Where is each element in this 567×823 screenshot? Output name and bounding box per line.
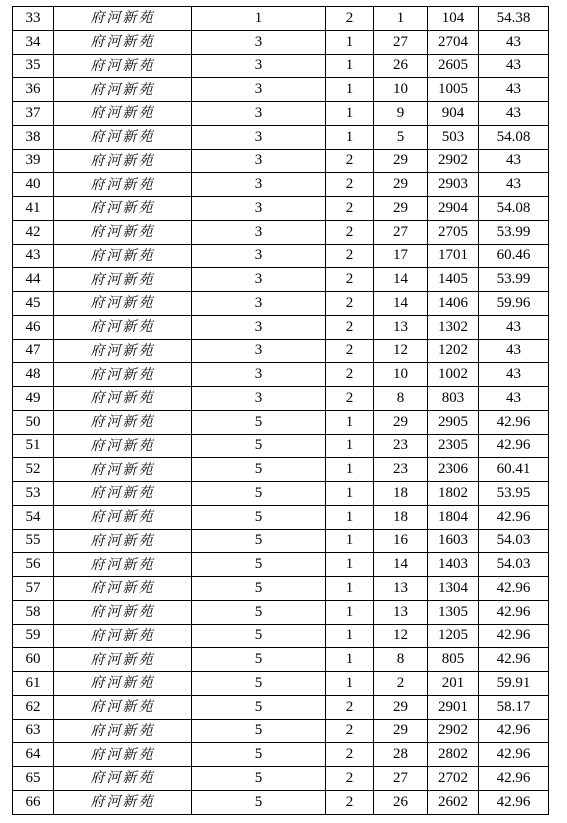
table-row (13, 482, 549, 506)
floor-cell: 27 (374, 767, 428, 791)
area-cell: 59.91 (479, 672, 549, 696)
row-number-cell: 46 (13, 315, 54, 339)
room-number-cell: 803 (428, 387, 479, 411)
area-cell: 43 (479, 173, 549, 197)
floor-cell: 29 (374, 149, 428, 173)
table-row (13, 458, 549, 482)
table-row (13, 268, 549, 292)
area-cell: 43 (479, 387, 549, 411)
table-row (13, 743, 549, 767)
community-name-cell: 府河新苑 (54, 54, 192, 78)
floor-cell: 27 (374, 220, 428, 244)
room-number-cell: 2902 (428, 719, 479, 743)
unit-cell: 2 (326, 7, 374, 31)
community-name-cell: 府河新苑 (54, 315, 192, 339)
table-row (13, 553, 549, 577)
community-name-cell: 府河新苑 (54, 173, 192, 197)
area-cell: 60.46 (479, 244, 549, 268)
row-number-cell: 59 (13, 624, 54, 648)
table-row (13, 315, 549, 339)
table-row (13, 220, 549, 244)
table-row (13, 600, 549, 624)
row-number-cell: 42 (13, 220, 54, 244)
unit-cell: 1 (326, 434, 374, 458)
floor-cell: 9 (374, 102, 428, 126)
floor-cell: 26 (374, 54, 428, 78)
floor-cell: 5 (374, 125, 428, 149)
building-cell: 3 (192, 244, 326, 268)
unit-cell: 1 (326, 102, 374, 126)
table-row (13, 672, 549, 696)
room-number-cell: 1406 (428, 292, 479, 316)
row-number-cell: 50 (13, 410, 54, 434)
room-number-cell: 2802 (428, 743, 479, 767)
row-number-cell: 57 (13, 577, 54, 601)
housing-list-table (12, 6, 549, 815)
room-number-cell: 2602 (428, 790, 479, 814)
building-cell: 3 (192, 30, 326, 54)
building-cell: 5 (192, 434, 326, 458)
row-number-cell: 39 (13, 149, 54, 173)
area-cell: 43 (479, 363, 549, 387)
table-body (13, 7, 549, 815)
building-cell: 3 (192, 102, 326, 126)
room-number-cell: 2905 (428, 410, 479, 434)
room-number-cell: 1802 (428, 482, 479, 506)
table-row (13, 387, 549, 411)
building-cell: 5 (192, 553, 326, 577)
community-name-cell: 府河新苑 (54, 149, 192, 173)
building-cell: 5 (192, 719, 326, 743)
community-name-cell: 府河新苑 (54, 30, 192, 54)
row-number-cell: 51 (13, 434, 54, 458)
floor-cell: 26 (374, 790, 428, 814)
row-number-cell: 58 (13, 600, 54, 624)
community-name-cell: 府河新苑 (54, 553, 192, 577)
community-name-cell: 府河新苑 (54, 363, 192, 387)
community-name-cell: 府河新苑 (54, 624, 192, 648)
table-row (13, 505, 549, 529)
community-name-cell: 府河新苑 (54, 695, 192, 719)
row-number-cell: 66 (13, 790, 54, 814)
building-cell: 5 (192, 648, 326, 672)
room-number-cell: 1403 (428, 553, 479, 577)
floor-cell: 14 (374, 268, 428, 292)
floor-cell: 29 (374, 695, 428, 719)
building-cell: 3 (192, 54, 326, 78)
floor-cell: 29 (374, 410, 428, 434)
area-cell: 42.96 (479, 410, 549, 434)
floor-cell: 8 (374, 387, 428, 411)
building-cell: 3 (192, 292, 326, 316)
row-number-cell: 40 (13, 173, 54, 197)
room-number-cell: 1305 (428, 600, 479, 624)
building-cell: 3 (192, 78, 326, 102)
building-cell: 3 (192, 149, 326, 173)
building-cell: 3 (192, 125, 326, 149)
community-name-cell: 府河新苑 (54, 767, 192, 791)
table-row (13, 624, 549, 648)
row-number-cell: 63 (13, 719, 54, 743)
area-cell: 54.38 (479, 7, 549, 31)
area-cell: 42.96 (479, 767, 549, 791)
row-number-cell: 53 (13, 482, 54, 506)
community-name-cell: 府河新苑 (54, 743, 192, 767)
area-cell: 43 (479, 149, 549, 173)
unit-cell: 2 (326, 719, 374, 743)
row-number-cell: 44 (13, 268, 54, 292)
room-number-cell: 1202 (428, 339, 479, 363)
table-row (13, 7, 549, 31)
table-row (13, 648, 549, 672)
community-name-cell: 府河新苑 (54, 244, 192, 268)
area-cell: 42.96 (479, 648, 549, 672)
room-number-cell: 201 (428, 672, 479, 696)
area-cell: 58.17 (479, 695, 549, 719)
building-cell: 5 (192, 410, 326, 434)
row-number-cell: 65 (13, 767, 54, 791)
room-number-cell: 2902 (428, 149, 479, 173)
area-cell: 53.99 (479, 268, 549, 292)
building-cell: 3 (192, 315, 326, 339)
building-cell: 5 (192, 600, 326, 624)
building-cell: 3 (192, 339, 326, 363)
row-number-cell: 43 (13, 244, 54, 268)
community-name-cell: 府河新苑 (54, 648, 192, 672)
row-number-cell: 45 (13, 292, 54, 316)
area-cell: 60.41 (479, 458, 549, 482)
table-row (13, 149, 549, 173)
row-number-cell: 37 (13, 102, 54, 126)
room-number-cell: 2605 (428, 54, 479, 78)
unit-cell: 1 (326, 30, 374, 54)
row-number-cell: 64 (13, 743, 54, 767)
building-cell: 5 (192, 767, 326, 791)
area-cell: 54.03 (479, 529, 549, 553)
room-number-cell: 1304 (428, 577, 479, 601)
floor-cell: 13 (374, 577, 428, 601)
room-number-cell: 1405 (428, 268, 479, 292)
room-number-cell: 1002 (428, 363, 479, 387)
unit-cell: 1 (326, 672, 374, 696)
building-cell: 5 (192, 743, 326, 767)
community-name-cell: 府河新苑 (54, 7, 192, 31)
row-number-cell: 60 (13, 648, 54, 672)
unit-cell: 2 (326, 363, 374, 387)
room-number-cell: 1205 (428, 624, 479, 648)
building-cell: 5 (192, 577, 326, 601)
room-number-cell: 1701 (428, 244, 479, 268)
community-name-cell: 府河新苑 (54, 482, 192, 506)
unit-cell: 2 (326, 149, 374, 173)
community-name-cell: 府河新苑 (54, 387, 192, 411)
room-number-cell: 104 (428, 7, 479, 31)
unit-cell: 1 (326, 410, 374, 434)
row-number-cell: 56 (13, 553, 54, 577)
floor-cell: 29 (374, 173, 428, 197)
table-row (13, 244, 549, 268)
unit-cell: 2 (326, 315, 374, 339)
building-cell: 5 (192, 790, 326, 814)
unit-cell: 1 (326, 553, 374, 577)
unit-cell: 2 (326, 244, 374, 268)
community-name-cell: 府河新苑 (54, 458, 192, 482)
unit-cell: 1 (326, 505, 374, 529)
building-cell: 5 (192, 482, 326, 506)
unit-cell: 2 (326, 268, 374, 292)
building-cell: 5 (192, 624, 326, 648)
building-cell: 5 (192, 529, 326, 553)
area-cell: 43 (479, 339, 549, 363)
area-cell: 54.03 (479, 553, 549, 577)
building-cell: 1 (192, 7, 326, 31)
table-row (13, 577, 549, 601)
unit-cell: 2 (326, 387, 374, 411)
unit-cell: 1 (326, 54, 374, 78)
table-row (13, 363, 549, 387)
table-row (13, 125, 549, 149)
row-number-cell: 41 (13, 197, 54, 221)
building-cell: 3 (192, 387, 326, 411)
floor-cell: 10 (374, 363, 428, 387)
area-cell: 43 (479, 54, 549, 78)
unit-cell: 2 (326, 790, 374, 814)
unit-cell: 1 (326, 125, 374, 149)
community-name-cell: 府河新苑 (54, 410, 192, 434)
unit-cell: 1 (326, 482, 374, 506)
building-cell: 3 (192, 197, 326, 221)
area-cell: 42.96 (479, 790, 549, 814)
table-row (13, 102, 549, 126)
unit-cell: 2 (326, 743, 374, 767)
table-row (13, 529, 549, 553)
table-row (13, 719, 549, 743)
unit-cell: 2 (326, 220, 374, 244)
community-name-cell: 府河新苑 (54, 102, 192, 126)
area-cell: 43 (479, 30, 549, 54)
floor-cell: 16 (374, 529, 428, 553)
row-number-cell: 49 (13, 387, 54, 411)
room-number-cell: 805 (428, 648, 479, 672)
area-cell: 42.96 (479, 719, 549, 743)
room-number-cell: 1603 (428, 529, 479, 553)
row-number-cell: 54 (13, 505, 54, 529)
row-number-cell: 55 (13, 529, 54, 553)
floor-cell: 12 (374, 624, 428, 648)
table-row (13, 292, 549, 316)
area-cell: 42.96 (479, 624, 549, 648)
building-cell: 5 (192, 672, 326, 696)
community-name-cell: 府河新苑 (54, 268, 192, 292)
area-cell: 42.96 (479, 577, 549, 601)
table-row (13, 767, 549, 791)
floor-cell: 14 (374, 553, 428, 577)
area-cell: 53.95 (479, 482, 549, 506)
unit-cell: 2 (326, 197, 374, 221)
table-row (13, 434, 549, 458)
row-number-cell: 61 (13, 672, 54, 696)
area-cell: 43 (479, 102, 549, 126)
room-number-cell: 2704 (428, 30, 479, 54)
floor-cell: 1 (374, 7, 428, 31)
room-number-cell: 2305 (428, 434, 479, 458)
unit-cell: 1 (326, 648, 374, 672)
room-number-cell: 2306 (428, 458, 479, 482)
table-row (13, 790, 549, 814)
row-number-cell: 38 (13, 125, 54, 149)
community-name-cell: 府河新苑 (54, 339, 192, 363)
building-cell: 5 (192, 458, 326, 482)
floor-cell: 12 (374, 339, 428, 363)
area-cell: 42.96 (479, 743, 549, 767)
building-cell: 3 (192, 220, 326, 244)
room-number-cell: 1005 (428, 78, 479, 102)
floor-cell: 17 (374, 244, 428, 268)
community-name-cell: 府河新苑 (54, 292, 192, 316)
unit-cell: 1 (326, 600, 374, 624)
community-name-cell: 府河新苑 (54, 577, 192, 601)
floor-cell: 28 (374, 743, 428, 767)
unit-cell: 1 (326, 458, 374, 482)
floor-cell: 2 (374, 672, 428, 696)
room-number-cell: 2903 (428, 173, 479, 197)
community-name-cell: 府河新苑 (54, 220, 192, 244)
community-name-cell: 府河新苑 (54, 600, 192, 624)
community-name-cell: 府河新苑 (54, 529, 192, 553)
unit-cell: 1 (326, 577, 374, 601)
table-row (13, 173, 549, 197)
unit-cell: 1 (326, 529, 374, 553)
row-number-cell: 35 (13, 54, 54, 78)
row-number-cell: 52 (13, 458, 54, 482)
community-name-cell: 府河新苑 (54, 125, 192, 149)
floor-cell: 23 (374, 434, 428, 458)
area-cell: 54.08 (479, 197, 549, 221)
row-number-cell: 33 (13, 7, 54, 31)
area-cell: 43 (479, 78, 549, 102)
area-cell: 59.96 (479, 292, 549, 316)
floor-cell: 18 (374, 482, 428, 506)
room-number-cell: 1302 (428, 315, 479, 339)
area-cell: 53.99 (479, 220, 549, 244)
row-number-cell: 34 (13, 30, 54, 54)
table-row (13, 410, 549, 434)
floor-cell: 27 (374, 30, 428, 54)
table-row (13, 695, 549, 719)
table-row (13, 30, 549, 54)
table-row (13, 78, 549, 102)
community-name-cell: 府河新苑 (54, 197, 192, 221)
room-number-cell: 1804 (428, 505, 479, 529)
room-number-cell: 904 (428, 102, 479, 126)
room-number-cell: 2705 (428, 220, 479, 244)
building-cell: 3 (192, 268, 326, 292)
room-number-cell: 2904 (428, 197, 479, 221)
floor-cell: 13 (374, 600, 428, 624)
row-number-cell: 48 (13, 363, 54, 387)
room-number-cell: 503 (428, 125, 479, 149)
community-name-cell: 府河新苑 (54, 434, 192, 458)
community-name-cell: 府河新苑 (54, 505, 192, 529)
unit-cell: 1 (326, 78, 374, 102)
room-number-cell: 2702 (428, 767, 479, 791)
floor-cell: 14 (374, 292, 428, 316)
building-cell: 3 (192, 173, 326, 197)
area-cell: 42.96 (479, 505, 549, 529)
area-cell: 54.08 (479, 125, 549, 149)
building-cell: 5 (192, 695, 326, 719)
floor-cell: 8 (374, 648, 428, 672)
unit-cell: 2 (326, 173, 374, 197)
area-cell: 43 (479, 315, 549, 339)
floor-cell: 23 (374, 458, 428, 482)
table-row (13, 197, 549, 221)
floor-cell: 29 (374, 719, 428, 743)
building-cell: 3 (192, 363, 326, 387)
unit-cell: 2 (326, 292, 374, 316)
unit-cell: 2 (326, 767, 374, 791)
row-number-cell: 62 (13, 695, 54, 719)
community-name-cell: 府河新苑 (54, 672, 192, 696)
community-name-cell: 府河新苑 (54, 78, 192, 102)
unit-cell: 1 (326, 624, 374, 648)
row-number-cell: 36 (13, 78, 54, 102)
community-name-cell: 府河新苑 (54, 719, 192, 743)
floor-cell: 18 (374, 505, 428, 529)
row-number-cell: 47 (13, 339, 54, 363)
floor-cell: 29 (374, 197, 428, 221)
table-row (13, 339, 549, 363)
unit-cell: 2 (326, 339, 374, 363)
floor-cell: 10 (374, 78, 428, 102)
building-cell: 5 (192, 505, 326, 529)
area-cell: 42.96 (479, 600, 549, 624)
community-name-cell: 府河新苑 (54, 790, 192, 814)
room-number-cell: 2901 (428, 695, 479, 719)
unit-cell: 2 (326, 695, 374, 719)
floor-cell: 13 (374, 315, 428, 339)
area-cell: 42.96 (479, 434, 549, 458)
table-row (13, 54, 549, 78)
